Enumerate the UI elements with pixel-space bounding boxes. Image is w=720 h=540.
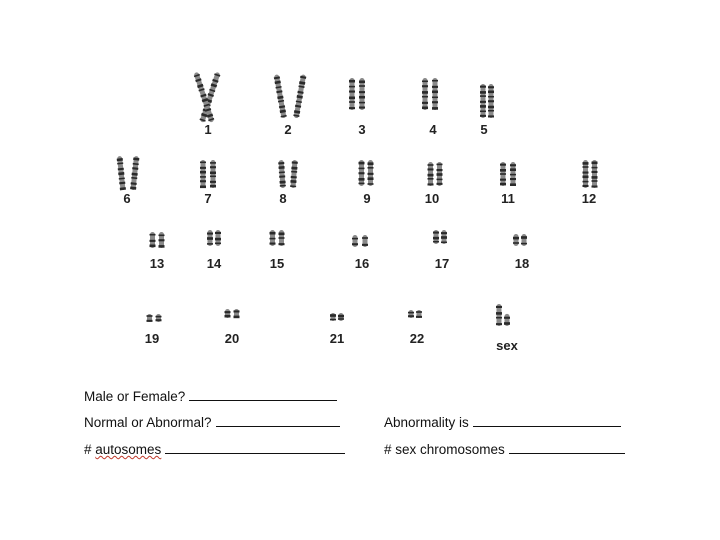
chromosome-pair-14 (207, 230, 221, 246)
sex-chromosomes-answer-blank[interactable] (509, 441, 625, 454)
autosomes-question (84, 441, 345, 457)
chromosome-pair-4 (422, 78, 438, 110)
chromosome-pair-13 (150, 232, 165, 248)
abnormality-question (384, 414, 621, 430)
chromosome-pair-sex (496, 304, 510, 326)
chromosome-label-16: 16 (354, 256, 370, 271)
normal-abnormal-question (84, 414, 340, 430)
male-female-answer-blank[interactable] (189, 388, 337, 401)
chromosome-label-22: 22 (409, 331, 425, 346)
chromosome-pair-7 (200, 160, 216, 188)
chromosome-pair-10 (428, 162, 443, 186)
chromosome-pair-20 (225, 309, 240, 318)
chromosome-pair-15 (270, 230, 285, 246)
chromosome-pair-2 (273, 74, 306, 118)
chromosome-pair-6 (116, 156, 139, 190)
chromosome-label-sex: sex (496, 338, 518, 353)
autosomes-prefix: # (84, 442, 96, 457)
chromosome-label-20: 20 (224, 331, 240, 346)
chromosome-pair-3 (349, 78, 365, 110)
chromosome-label-2: 2 (284, 122, 292, 137)
chromosome-label-1: 1 (204, 122, 212, 137)
chromosome-label-21: 21 (329, 331, 345, 346)
normal-abnormal-answer-blank[interactable] (216, 414, 340, 427)
chromosome-pair-16 (352, 235, 368, 247)
autosomes-label: autosomes (95, 442, 162, 457)
chromosome-label-4: 4 (429, 122, 437, 137)
sex-chromosomes-question (384, 441, 625, 457)
male-female-label: Male or Female? (84, 389, 186, 404)
chromosome-pair-22 (408, 310, 422, 318)
chromosome-label-18: 18 (514, 256, 530, 271)
chromosome-pair-8 (278, 160, 298, 188)
chromosome-label-3: 3 (358, 122, 366, 137)
chromosome-pair-21 (330, 313, 344, 321)
chromosome-pair-9 (359, 160, 374, 186)
chromosome-label-13: 13 (149, 256, 165, 271)
autosomes-answer-blank[interactable] (165, 441, 345, 454)
sex-chromosomes-label: # sex chromosomes (384, 442, 505, 457)
abnormality-answer-blank[interactable] (473, 414, 621, 427)
chromosome-label-5: 5 (480, 122, 488, 137)
chromosome-label-10: 10 (424, 191, 440, 206)
chromosome-label-8: 8 (279, 191, 287, 206)
chromosome-label-12: 12 (581, 191, 597, 206)
normal-abnormal-label: Normal or Abnormal? (84, 415, 212, 430)
chromosome-pair-17 (433, 230, 447, 244)
chromosome-label-17: 17 (434, 256, 450, 271)
chromosome-pair-5 (480, 84, 494, 118)
chromosome-pair-1 (193, 72, 221, 123)
chromosome-label-19: 19 (144, 331, 160, 346)
chromosome-pair-19 (147, 314, 162, 322)
chromosome-pair-11 (500, 162, 516, 186)
chromosome-label-11: 11 (501, 191, 515, 206)
chromosome-label-14: 14 (206, 256, 222, 271)
chromosome-label-15: 15 (269, 256, 285, 271)
chromosome-pair-18 (513, 234, 527, 246)
male-female-question (84, 388, 337, 404)
abnormality-label: Abnormality is (384, 415, 469, 430)
chromosome-pair-12 (583, 160, 598, 188)
chromosome-label-6: 6 (123, 191, 131, 206)
chromosome-label-7: 7 (204, 191, 212, 206)
chromosome-label-9: 9 (363, 191, 371, 206)
